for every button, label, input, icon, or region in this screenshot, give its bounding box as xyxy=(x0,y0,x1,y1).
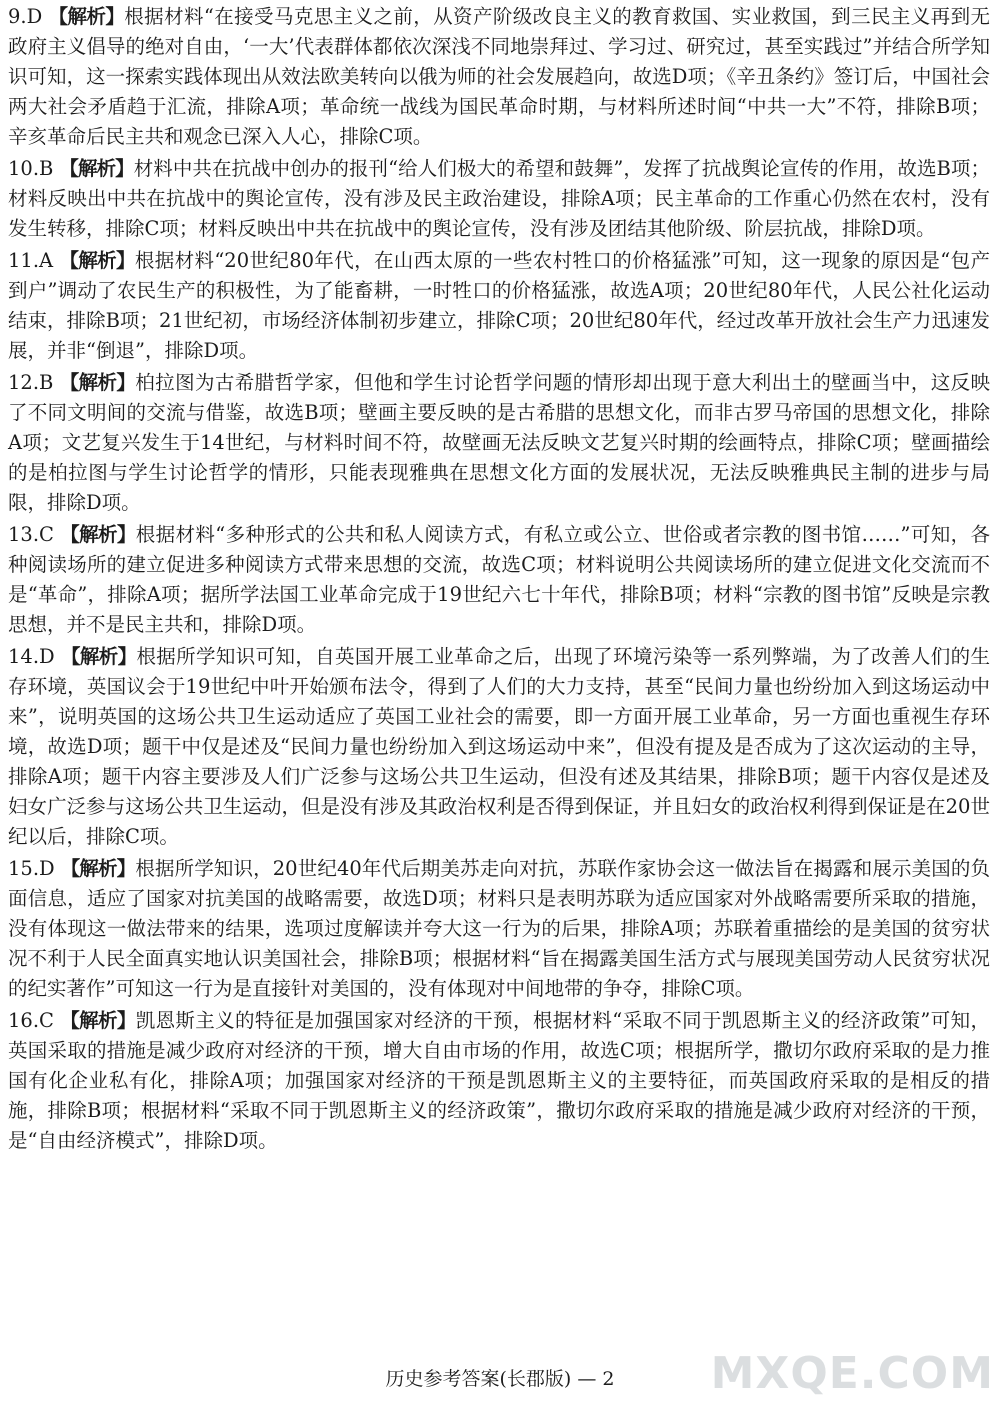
answer-lead xyxy=(8,157,134,180)
answer-item xyxy=(8,1006,990,1156)
analysis-text: 凯恩斯主义的特征是加强国家对经济的干预，根据材料“采取不同于凯恩斯主义的经济政策”可知，英国采取的措施是减少政府对经济的干预，增大自由市场的作用，故选C项；根据所学，撒切尔政府采取的是力推国有化企业私有化，排除A项；加强国家对经济的干预是凯恩斯主义的主要特征，而英国政府采取的是相反的措施，排除B项；根据材料“采取不同于凯恩斯主义的经济政策”，撒切尔政府采取的措施是减少政府对经济的干预，是“自由经济模式”，排除D项。 xyxy=(8,1009,990,1152)
answer-item xyxy=(8,246,990,366)
analysis-tag: 【解析】 xyxy=(48,5,125,28)
analysis-tag: 【解析】 xyxy=(59,249,135,272)
footer-label: 历史参考答案(长郡版) xyxy=(385,1368,572,1390)
watermark-text: MXQE.COM xyxy=(710,1348,994,1399)
answer-lead xyxy=(8,371,135,394)
analysis-text: 柏拉图为古希腊哲学家，但他和学生讨论哲学问题的情形却出现于意大利出土的壁画当中，这反映了不同文明间的交流与借鉴，故选B项；壁画主要反映的是古希腊的思想文化，而非古罗马帝国的思想文化，排除A项；文艺复兴发生于14世纪，与材料时间不符，故壁画无法反映文艺复兴时期的绘画特点，排除C项；壁画描绘的是柏拉图与学生讨论哲学的情形，只能表现雅典在思想文化方面的发展状况，无法反映雅典民主制的进步与局限，排除D项。 xyxy=(8,371,990,514)
answer-item xyxy=(8,520,990,640)
question-number: 11. xyxy=(8,249,40,272)
analysis-text: 材料中共在抗战中创办的报刊“给人们极大的希望和鼓舞”，发挥了抗战舆论宣传的作用，故选B项；材料反映出中共在抗战中的舆论宣传，没有涉及民主政治建设，排除A项；民主革命的工作重心仍然在农村，没有发生转移，排除C项；材料反映出中共在抗战中的舆论宣传，没有涉及团结其他阶级、阶层抗战，排除D项。 xyxy=(8,157,990,240)
analysis-tag: 【解析】 xyxy=(60,645,137,668)
question-number: 16. xyxy=(8,1009,40,1032)
analysis-text: 根据所学知识，20世纪40年代后期美苏走向对抗，苏联作家协会这一做法旨在揭露和展示美国的负面信息，适应了国家对抗美国的战略需要，故选D项；材料只是表明苏联为适应国家对外战略需要所采取的措施，没有体现这一做法带来的结果，选项过度解读并夸大这一行为的后果，排除A项；苏联着重描绘的是美国的贫穷状况不利于人民全面真实地认识美国社会，排除B项；根据材料“旨在揭露美国生活方式与展现美国劳动人民贫穷状况的纪实著作”可知这一行为是直接针对美国的，没有体现对中间地带的争夺，排除C项。 xyxy=(8,857,990,1000)
question-number: 15. xyxy=(8,857,40,880)
answer-lead xyxy=(8,857,135,880)
answer-list xyxy=(8,2,990,1158)
answer-lead xyxy=(8,645,136,668)
answer-choice: D xyxy=(39,857,55,880)
answer-choice: B xyxy=(39,157,54,180)
analysis-tag: 【解析】 xyxy=(59,523,136,546)
answer-lead xyxy=(8,5,124,28)
answer-lead xyxy=(8,1009,136,1032)
answer-choice: A xyxy=(39,249,54,272)
answer-item xyxy=(8,2,990,152)
answer-choice: C xyxy=(39,1009,54,1032)
answer-choice: D xyxy=(26,5,43,28)
analysis-tag: 【解析】 xyxy=(60,857,136,880)
answer-item xyxy=(8,854,990,1004)
answer-item xyxy=(8,154,990,244)
question-number: 14. xyxy=(8,645,40,668)
analysis-tag: 【解析】 xyxy=(59,157,134,180)
answer-lead xyxy=(8,523,136,546)
question-number: 12. xyxy=(8,371,40,394)
question-number: 10. xyxy=(8,157,40,180)
page-footer xyxy=(0,1364,1000,1391)
analysis-tag: 【解析】 xyxy=(59,371,136,394)
answer-lead xyxy=(8,249,135,272)
analysis-text: 根据所学知识可知，自英国开展工业革命之后，出现了环境污染等一系列弊端，为了改善人们的生存环境，英国议会于19世纪中叶开始颁布法令，得到了人们的大力支持，甚至“民间力量也纷纷加入到这场运动中来”，说明英国的这场公共卫生运动适应了英国工业社会的需要，即一方面开展工业革命，另一方面也重视生存环境，故选D项；题干中仅是述及“民间力量也纷纷加入到这场运动中来”，但没有提及是否成为了这次运动的主导，排除A项；题干内容主要涉及人们广泛参与这场公共卫生运动，但没有述及其结果，排除B项；题干内容仅是述及妇女广泛参与这场公共卫生运动，但是没有涉及其政治权利是否得到保证，并且妇女的政治权利得到保证是在20世纪以后，排除C项。 xyxy=(8,645,990,848)
question-number: 13. xyxy=(8,523,40,546)
answer-choice: C xyxy=(39,523,54,546)
question-number: 9. xyxy=(8,5,27,28)
analysis-text: 根据材料“多种形式的公共和私人阅读方式，有私立或公立、世俗或者宗教的图书馆……”可知，各种阅读场所的建立促进多种阅读方式带来思想的交流，故选C项；材料说明公共阅读场所的建立促进文化交流而不是“革命”，排除A项；据所学法国工业革命完成于19世纪六七十年代，排除B项；材料“宗教的图书馆”反映是宗教思想，并不是民主共和，排除D项。 xyxy=(8,523,990,636)
analysis-tag: 【解析】 xyxy=(59,1009,136,1032)
footer-separator: — xyxy=(577,1368,597,1390)
analysis-text: 根据材料“20世纪80年代，在山西太原的一些农村牲口的价格猛涨”可知，这一现象的原因是“包产到户”调动了农民生产的积极性，为了能畜耕，一时牲口的价格猛涨，故选A项；20世纪80年代，人民公社化运动结束，排除B项；21世纪初，市场经济体制初步建立，排除C项；20世纪80年代，经过改革开放社会生产力迅速发展，并非“倒退”，排除D项。 xyxy=(8,249,990,362)
footer-page-number: 2 xyxy=(602,1368,615,1390)
answer-choice: B xyxy=(39,371,54,394)
analysis-text: 根据材料“在接受马克思主义之前，从资产阶级改良主义的教育救国、实业救国，到三民主义再到无政府主义倡导的绝对自由，‘一大’代表群体都依次深浅不同地崇拜过、学习过、研究过，甚至实践过”并结合所学知识可知，这一探索实践体现出从效法欧美转向以俄为师的社会发展趋向，故选D项；《辛丑条约》签订后，中国社会两大社会矛盾趋于汇流，排除A项；革命统一战线为国民革命时期，与材料所述时间“中共一大”不符，排除B项；辛亥革命后民主共和观念已深入人心，排除C项。 xyxy=(8,5,990,148)
answer-item xyxy=(8,642,990,852)
answer-item xyxy=(8,368,990,518)
answer-choice: D xyxy=(39,645,55,668)
